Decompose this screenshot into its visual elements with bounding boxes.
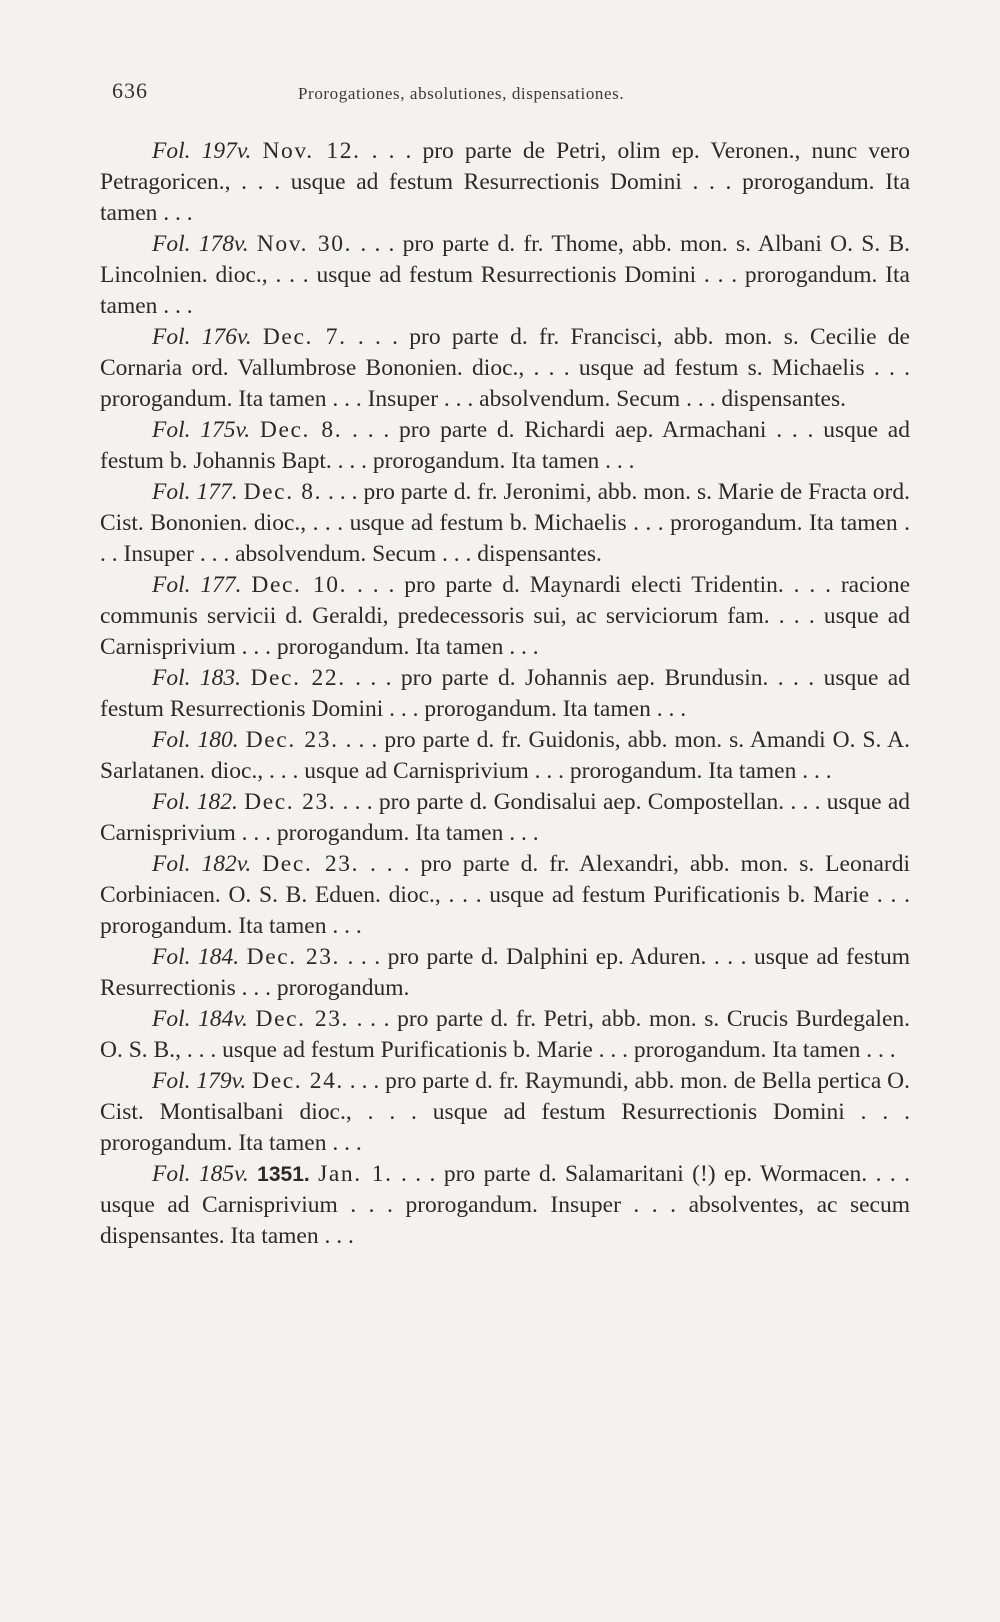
entry-date: Jan. 1. bbox=[318, 1161, 393, 1187]
page-header bbox=[112, 78, 722, 114]
entry-paragraph bbox=[100, 415, 910, 477]
entry-text: . . . pro parte d. Gondisalui aep. Compostellan. . . . usque ad Carnisprivium . . . prorogandum. Ita tamen . . . bbox=[100, 789, 910, 846]
folio-reference: Fol. 184v. bbox=[152, 1006, 248, 1032]
folio-reference: Fol. 178v. bbox=[152, 231, 249, 257]
folio-reference: Fol. 197v. bbox=[152, 138, 252, 164]
entry-paragraph bbox=[100, 229, 910, 322]
entry-paragraph bbox=[100, 1066, 910, 1159]
entry-paragraph bbox=[100, 725, 910, 787]
entry-date: Dec. 23. bbox=[245, 727, 339, 753]
entry-text: . . . pro parte d. fr. Francisci, abb. mon. s. Cecilie de Cornaria ord. Vallumbrose Bononien. dioc., . . . usque ad festum s. Michaelis . . . prorogandum. Ita tamen . . . Insuper . . . absolvendum. Secum . . . dispensantes. bbox=[100, 324, 910, 412]
entry-date: Dec. 23. bbox=[246, 944, 341, 970]
entry-paragraph bbox=[100, 1159, 910, 1252]
folio-reference: Fol. 182. bbox=[152, 789, 238, 815]
folio-reference: Fol. 185v. bbox=[152, 1161, 249, 1187]
entry-text: . . . pro parte d. fr. Petri, abb. mon. s. Crucis Burdegalen. O. S. B., . . . usque ad festum Purificationis b. Marie . . . prorogandum. Ita tamen . . . bbox=[100, 1006, 911, 1063]
folio-reference: Fol. 175v. bbox=[152, 417, 251, 443]
entry-text: . . . pro parte de Petri, olim ep. Veronen., nunc vero Petragoricen., . . . usque ad festum Resurrectionis Domini . . . prorogandum. Ita tamen . . . bbox=[100, 138, 911, 226]
entry-text: . . . pro parte d. Dalphini ep. Aduren. . . . usque ad festum Resurrectionis . . . prorogandum. bbox=[100, 944, 910, 1001]
entry-date: Dec. 22. bbox=[250, 665, 346, 691]
entry-date: Dec. 23. bbox=[255, 1006, 350, 1032]
year-label: 1351. bbox=[257, 1163, 310, 1186]
entry-text: . . . pro parte d. fr. Guidonis, abb. mon. s. Amandi O. S. A. Sarlatanen. dioc., . . . usque ad Carnisprivium . . . prorogandum. Ita tamen . . . bbox=[100, 727, 911, 784]
entries-list bbox=[100, 136, 910, 1252]
folio-reference: Fol. 183. bbox=[152, 665, 242, 691]
entry-text: . . . pro parte d. Johannis aep. Brundusin. . . . usque ad festum Resurrectionis Domini . . . prorogandum. Ita tamen . . . bbox=[100, 665, 910, 722]
entry-text: . . . pro parte d. Richardi aep. Armachani . . . usque ad festum b. Johannis Bapt. . . . prorogandum. Ita tamen . . . bbox=[100, 417, 910, 474]
running-title: Prorogationes, absolutiones, dispensationes. bbox=[298, 84, 625, 103]
page-number: 636 bbox=[112, 78, 148, 103]
entry-text: . . . pro parte d. fr. Thome, abb. mon. s. Albani O. S. B. Lincolnien. dioc., . . . usque ad festum Resurrectionis Domini . . . prorogandum. Ita tamen . . . bbox=[100, 231, 911, 319]
entry-date: Dec. 24. bbox=[252, 1068, 344, 1094]
entry-paragraph bbox=[100, 1004, 910, 1066]
entry-date: Dec. 23. bbox=[244, 789, 337, 815]
folio-reference: Fol. 184. bbox=[152, 944, 240, 970]
entry-paragraph bbox=[100, 322, 910, 415]
entry-paragraph bbox=[100, 663, 910, 725]
entry-date: Dec. 7. bbox=[262, 324, 347, 350]
entry-date: Nov. 30. bbox=[256, 231, 353, 257]
entry-date: Dec. 8. bbox=[259, 417, 343, 443]
entry-date: Dec. 8. bbox=[243, 479, 323, 505]
folio-reference: Fol. 176v. bbox=[152, 324, 252, 350]
folio-reference: Fol. 177. bbox=[152, 479, 238, 505]
folio-reference: Fol. 179v. bbox=[152, 1068, 247, 1094]
entry-date: Nov. 12. bbox=[262, 138, 361, 164]
entry-text: . . . pro parte d. fr. Alexandri, abb. mon. s. Leonardi Corbiniacen. O. S. B. Eduen. dioc., . . . usque ad festum Purificationis b. Marie . . . prorogandum. Ita tamen . . . bbox=[100, 851, 910, 939]
folio-reference: Fol. 182v. bbox=[152, 851, 252, 877]
entry-paragraph bbox=[100, 849, 910, 942]
entry-paragraph bbox=[100, 570, 910, 663]
entry-paragraph bbox=[100, 942, 910, 1004]
entry-text: . . . pro parte d. Maynardi electi Tridentin. . . . racione communis servicii d. Geraldi, predecessoris sui, ac serviciorum fam. . . . usque ad Carnisprivium . . . prorogandum. Ita tamen . . . bbox=[100, 572, 910, 660]
entry-text: . . . pro parte d. fr. Jeronimi, abb. mon. s. Marie de Fracta ord. Cist. Bononien. dioc., . . . usque ad festum b. Michaelis . . . prorogandum. Ita tamen . . . Insuper . . . absolvendum. Secum . . . dispensantes. bbox=[100, 479, 910, 567]
folio-reference: Fol. 177. bbox=[152, 572, 242, 598]
entry-paragraph bbox=[100, 477, 910, 570]
entry-text: . . . pro parte d. Salamaritani (!) ep. Wormacen. . . . usque ad Carnisprivium . . . prorogandum. Insuper . . . absolventes, ac secum dispensantes. Ita tamen . . . bbox=[100, 1161, 911, 1249]
folio-reference: Fol. 180. bbox=[152, 727, 239, 753]
entry-paragraph bbox=[100, 787, 910, 849]
entry-date: Dec. 10. bbox=[251, 572, 348, 598]
entry-paragraph bbox=[100, 136, 910, 229]
entry-date: Dec. 23. bbox=[262, 851, 360, 877]
entry-text: . . . pro parte d. fr. Raymundi, abb. mon. de Bella pertica O. Cist. Montisalbani dioc., . . . usque ad festum Resurrectionis Domini . . . prorogandum. Ita tamen . . . bbox=[100, 1068, 910, 1156]
